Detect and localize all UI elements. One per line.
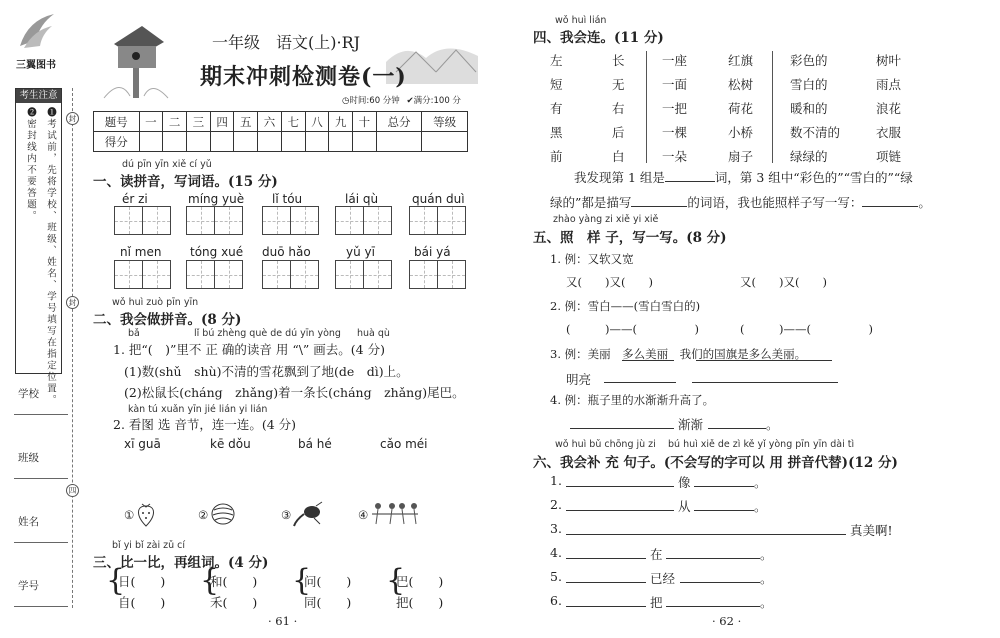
writing-grid[interactable] bbox=[409, 260, 465, 289]
pair-4b: 把( ) bbox=[396, 595, 444, 610]
col6-item[interactable]: 树叶 bbox=[876, 53, 902, 68]
blank-field[interactable] bbox=[566, 510, 674, 511]
option-tadpole[interactable]: kē dǒu bbox=[210, 437, 251, 451]
writing-grid[interactable] bbox=[114, 206, 170, 235]
col3-item[interactable]: 一面 bbox=[662, 77, 688, 92]
score-cell[interactable] bbox=[329, 132, 353, 152]
seal-mark-1: 封 bbox=[66, 112, 79, 125]
s4-pinyin: wǒ huì lián bbox=[555, 15, 607, 26]
pic-num-1: ① bbox=[124, 508, 135, 522]
score-header: 九 bbox=[329, 112, 353, 132]
pair-2a: 和( ) bbox=[210, 574, 258, 589]
sentence-end: 。 bbox=[760, 571, 773, 586]
seal-line bbox=[72, 88, 73, 608]
writing-grid[interactable] bbox=[335, 260, 391, 289]
col5-item[interactable]: 雪白的 bbox=[790, 77, 828, 92]
q1-pinyin-b: lǐ bú zhèng què de dú yīn yòng bbox=[194, 328, 341, 339]
col6-item[interactable]: 项链 bbox=[876, 149, 902, 164]
e3-word: 明亮 bbox=[566, 372, 592, 387]
e2-example: 2. 例：雪白——(雪白雪白的) bbox=[550, 299, 701, 313]
s5-pinyin: zhào yàng zi xiě yi xiě bbox=[553, 214, 659, 225]
score-cell[interactable] bbox=[210, 132, 234, 152]
col3-item[interactable]: 一朵 bbox=[662, 149, 688, 164]
writing-grid[interactable] bbox=[262, 206, 318, 235]
score-header: 四 bbox=[210, 112, 234, 132]
e3-example: 3. 例：美丽 多么美丽 我们的国旗是多么美丽。 bbox=[550, 347, 807, 361]
sentence-num: 4. bbox=[550, 545, 562, 560]
underline bbox=[622, 360, 674, 361]
col3-item[interactable]: 一座 bbox=[662, 53, 688, 68]
s3-title: 三、比一比，再组词。(4 分) bbox=[93, 555, 269, 571]
blank-field[interactable] bbox=[566, 606, 646, 607]
col1-item[interactable]: 有 bbox=[550, 101, 563, 116]
e1-answer-b[interactable]: 又( )又( ) bbox=[740, 275, 827, 289]
s1-pinyin-3: lǐ tóu bbox=[272, 192, 303, 206]
sentence-mid: 把 bbox=[650, 595, 663, 610]
brace: { bbox=[292, 563, 312, 598]
score-header: 七 bbox=[281, 112, 305, 132]
class-field[interactable] bbox=[14, 478, 68, 479]
q1a-text: (1)数(shǔ shù)不清的雪花飘到了地(de dì)上。 bbox=[124, 364, 409, 379]
col3-item[interactable]: 一棵 bbox=[662, 125, 688, 140]
sentence-mid: 在 bbox=[650, 547, 663, 562]
e4-example: 4. 例：瓶子里的水渐渐升高了。 bbox=[550, 393, 715, 407]
score-cell[interactable] bbox=[353, 132, 377, 152]
option-strawberry[interactable]: cǎo méi bbox=[380, 437, 428, 451]
brand-name: 三翼图书 bbox=[16, 60, 56, 71]
notice-title: 考生注意 bbox=[16, 89, 61, 103]
score-cell[interactable] bbox=[187, 132, 211, 152]
brace: { bbox=[386, 563, 406, 598]
score-header: 五 bbox=[234, 112, 258, 132]
score-header: 题号 bbox=[94, 112, 140, 132]
score-header: 二 bbox=[163, 112, 187, 132]
seal-mark-2: 封 bbox=[66, 296, 79, 309]
blank-field[interactable] bbox=[692, 382, 838, 383]
writing-grid[interactable] bbox=[114, 260, 170, 289]
col2-item[interactable]: 长 bbox=[612, 53, 625, 68]
q1b-text: (2)松鼠长(cháng zhǎng)着一条长(cháng zhǎng)尾巴。 bbox=[124, 385, 465, 400]
blank-field[interactable] bbox=[631, 206, 687, 207]
writing-grid[interactable] bbox=[186, 206, 242, 235]
matching-columns bbox=[550, 51, 910, 164]
col5-item[interactable]: 数不清的 bbox=[790, 125, 841, 140]
blank-field[interactable] bbox=[708, 428, 766, 429]
score-header: 十 bbox=[353, 112, 377, 132]
score-cell[interactable] bbox=[281, 132, 305, 152]
para2-mid: 的词语，我也能照样子写一写： bbox=[687, 195, 863, 210]
grade-line: 一年级 语文(上)·RJ bbox=[212, 33, 361, 52]
sentence-end: 。 bbox=[754, 499, 767, 514]
pair-3b: 同( ) bbox=[304, 595, 352, 610]
blank-field[interactable] bbox=[570, 428, 674, 429]
score-header: 总分 bbox=[376, 112, 422, 132]
score-cell[interactable] bbox=[163, 132, 187, 152]
column-divider bbox=[772, 51, 773, 163]
s6-pinyin-a: wǒ huì bǔ chōng jù zi bbox=[555, 439, 656, 450]
score-cell[interactable] bbox=[258, 132, 282, 152]
col1-item[interactable]: 黑 bbox=[550, 125, 563, 140]
sentence-num: 2. bbox=[550, 497, 562, 512]
col4-item[interactable]: 扇子 bbox=[728, 149, 754, 164]
writing-grid[interactable] bbox=[186, 260, 242, 289]
brace: { bbox=[106, 563, 126, 598]
col5-item[interactable]: 彩色的 bbox=[790, 53, 828, 68]
score-header: 三 bbox=[187, 112, 211, 132]
q1-pinyin-c: huà qù bbox=[357, 328, 390, 339]
s1-pinyin-9: yǔ yī bbox=[346, 245, 375, 259]
blank-field[interactable] bbox=[566, 582, 646, 583]
q1-pinyin-a: bǎ bbox=[128, 328, 140, 339]
column-divider bbox=[646, 51, 647, 163]
tadpole-icon[interactable] bbox=[292, 500, 326, 532]
option-tug-of-war[interactable]: bá hé bbox=[298, 437, 332, 451]
notice-2: ❷密封线内不要答题。 bbox=[25, 107, 36, 222]
time-text: 时间:60 分钟 bbox=[349, 96, 400, 106]
brand-logo bbox=[14, 10, 58, 54]
score-cell[interactable] bbox=[234, 132, 258, 152]
col6-item[interactable]: 浪花 bbox=[876, 101, 902, 116]
s1-pinyin-6: nǐ men bbox=[120, 245, 162, 259]
sentence-mid: 已经 bbox=[650, 571, 676, 586]
col5-item[interactable]: 绿绿的 bbox=[790, 149, 828, 164]
blank-field[interactable] bbox=[666, 606, 760, 607]
blank-field[interactable] bbox=[665, 181, 715, 182]
blank-field[interactable] bbox=[694, 510, 754, 511]
notice-box bbox=[15, 88, 62, 406]
col4-item[interactable]: 红旗 bbox=[728, 53, 754, 68]
sentence-mid: 像 bbox=[678, 475, 691, 490]
col3-item[interactable]: 一把 bbox=[662, 101, 688, 116]
pair-1b: 自( ) bbox=[118, 595, 166, 610]
writing-grid[interactable] bbox=[262, 260, 318, 289]
col5-item[interactable]: 暖和的 bbox=[790, 101, 828, 116]
blank-field[interactable] bbox=[680, 582, 760, 583]
blank-field[interactable] bbox=[604, 382, 676, 383]
blank-field[interactable] bbox=[566, 558, 646, 559]
sentence-end: 。 bbox=[760, 595, 773, 610]
sentence-num: 5. bbox=[550, 569, 562, 584]
blank-field[interactable] bbox=[862, 206, 918, 207]
col2-item[interactable]: 后 bbox=[612, 125, 625, 140]
time-info bbox=[342, 94, 461, 106]
score-cell[interactable] bbox=[376, 132, 422, 152]
notice-1: ❶考试前，先将学校、班级、姓名、学号填写在指定位置。 bbox=[45, 107, 56, 406]
tug-of-war-icon[interactable] bbox=[370, 500, 420, 532]
student-id-label: 学号 bbox=[18, 580, 39, 592]
col6-item[interactable]: 衣服 bbox=[876, 125, 902, 140]
s2-title: 二、我会做拼音。(8 分) bbox=[93, 312, 242, 328]
e4-period: 。 bbox=[766, 417, 779, 432]
s1-pinyin-1: ér zi bbox=[122, 192, 148, 206]
e4-word: 渐渐 bbox=[678, 417, 704, 432]
sentence-num: 1. bbox=[550, 473, 562, 488]
score-table-score-row bbox=[94, 132, 468, 152]
para1-end: 词，第 3 组中“彩色的”“雪白的”“绿 bbox=[714, 170, 913, 185]
score-row-label: 得分 bbox=[94, 132, 140, 152]
s2-pinyin: wǒ huì zuò pīn yīn bbox=[112, 297, 199, 308]
full-score-text: 满分:100 分 bbox=[413, 96, 461, 106]
col1-item[interactable]: 短 bbox=[550, 77, 563, 92]
check-icon: ✔ bbox=[406, 96, 414, 106]
s1-pinyin-7: tóng xué bbox=[190, 245, 244, 259]
sentence-end: 。 bbox=[760, 547, 773, 562]
blank-field[interactable] bbox=[566, 486, 674, 487]
pic-num-4: ④ bbox=[358, 508, 369, 522]
page-title: 期末冲刺检测卷(一) bbox=[200, 64, 407, 90]
s4-paragraph-line2 bbox=[550, 193, 931, 211]
col2-item[interactable]: 无 bbox=[612, 77, 625, 92]
blank-field[interactable] bbox=[666, 558, 760, 559]
pair-4a: 巴( ) bbox=[396, 574, 444, 589]
col1-item[interactable]: 前 bbox=[550, 149, 563, 164]
col1-item[interactable]: 左 bbox=[550, 53, 563, 68]
school-field[interactable] bbox=[14, 414, 68, 415]
col4-item[interactable]: 松树 bbox=[728, 77, 754, 92]
s1-title: 一、读拼音，写词语。(15 分) bbox=[93, 174, 278, 190]
s6-pinyin-b: bú huì xiě de zì kě yǐ yòng pīn yīn dài tì bbox=[668, 439, 855, 450]
pair-2b: 禾( ) bbox=[210, 595, 258, 610]
q1-text: 1. 把“( )”里不 正 确的读音 用 “\” 画去。(4 分) bbox=[113, 342, 385, 357]
sentence-num: 6. bbox=[550, 593, 562, 608]
col2-item[interactable]: 白 bbox=[612, 149, 625, 164]
blank-field[interactable] bbox=[694, 486, 754, 487]
school-label: 学校 bbox=[18, 388, 39, 400]
underline bbox=[696, 360, 832, 361]
s1-pinyin-8: duō hǎo bbox=[262, 245, 311, 259]
score-cell[interactable] bbox=[305, 132, 329, 152]
option-watermelon[interactable]: xī guā bbox=[124, 437, 161, 451]
col4-item[interactable]: 小桥 bbox=[728, 125, 754, 140]
name-field[interactable] bbox=[14, 542, 68, 543]
s3-pinyin: bǐ yi bǐ zài zǔ cí bbox=[112, 540, 186, 551]
s1-pinyin: dú pīn yīn xiě cí yǔ bbox=[122, 159, 212, 170]
col4-item[interactable]: 荷花 bbox=[728, 101, 754, 116]
writing-grid[interactable] bbox=[335, 206, 391, 235]
score-cell[interactable] bbox=[139, 132, 163, 152]
strawberry-icon[interactable] bbox=[134, 500, 158, 532]
brace: { bbox=[200, 563, 220, 598]
pic-num-3: ③ bbox=[281, 508, 292, 522]
score-header: 八 bbox=[305, 112, 329, 132]
score-header: 等级 bbox=[422, 112, 468, 132]
blank-field[interactable] bbox=[566, 534, 846, 535]
sentence-end: 真美啊! bbox=[850, 523, 893, 538]
class-label: 班级 bbox=[18, 452, 39, 464]
para2-start: 绿的”都是描写 bbox=[550, 195, 632, 210]
sentence-mid: 从 bbox=[678, 499, 691, 514]
col6-item[interactable]: 雨点 bbox=[876, 77, 902, 92]
s4-title: 四、我会连。(11 分) bbox=[533, 30, 664, 46]
para2-end: 。 bbox=[918, 195, 931, 210]
page-number-right: · 62 · bbox=[712, 614, 742, 628]
binding-margin bbox=[0, 0, 78, 638]
score-cell[interactable] bbox=[422, 132, 468, 152]
student-id-field[interactable] bbox=[14, 606, 68, 607]
e2-answer-b[interactable]: ( )——( ) bbox=[740, 322, 873, 336]
sentence-end: 。 bbox=[754, 475, 767, 490]
pair-1a: 日( ) bbox=[118, 574, 166, 589]
q2-text: 2. 看图 选 音节，连一连。(4 分) bbox=[113, 417, 297, 432]
e2-answer-a[interactable]: ( )——( ) bbox=[566, 322, 699, 336]
score-header: 六 bbox=[258, 112, 282, 132]
seal-mark-3: 四 bbox=[66, 484, 79, 497]
score-table-header-row bbox=[94, 112, 468, 132]
s1-pinyin-2: míng yuè bbox=[188, 192, 245, 206]
clock-icon: ◷ bbox=[342, 96, 350, 106]
sentence-num: 3. bbox=[550, 521, 562, 536]
pic-num-2: ② bbox=[198, 508, 209, 522]
s1-pinyin-10: bái yá bbox=[414, 245, 451, 259]
para1-start: 我发现第 1 组是 bbox=[574, 170, 665, 185]
e1-example: 1. 例：又软又宽 bbox=[550, 252, 634, 266]
name-label: 姓名 bbox=[18, 516, 39, 528]
s1-pinyin-5: quán duì bbox=[412, 192, 465, 206]
s1-pinyin-4: lái qù bbox=[345, 192, 379, 206]
col2-item[interactable]: 右 bbox=[612, 101, 625, 116]
s6-title: 六、我会补 充 句子。(不会写的字可以 用 拼音代替)(12 分) bbox=[533, 455, 898, 471]
page-number-left: · 61 · bbox=[268, 614, 298, 628]
s5-title: 五、照 样 子，写一写。(8 分) bbox=[533, 230, 727, 246]
q2-pinyin: kàn tú xuǎn yīn jié lián yi lián bbox=[128, 404, 268, 415]
s4-paragraph-line1 bbox=[574, 168, 913, 186]
pair-3a: 问( ) bbox=[304, 574, 352, 589]
e1-answer-a[interactable]: 又( )又( ) bbox=[566, 275, 653, 289]
watermelon-icon[interactable] bbox=[210, 502, 236, 530]
birdhouse-illustration bbox=[100, 18, 172, 100]
score-table bbox=[93, 111, 468, 152]
score-header: 一 bbox=[139, 112, 163, 132]
writing-grid[interactable] bbox=[409, 206, 465, 235]
